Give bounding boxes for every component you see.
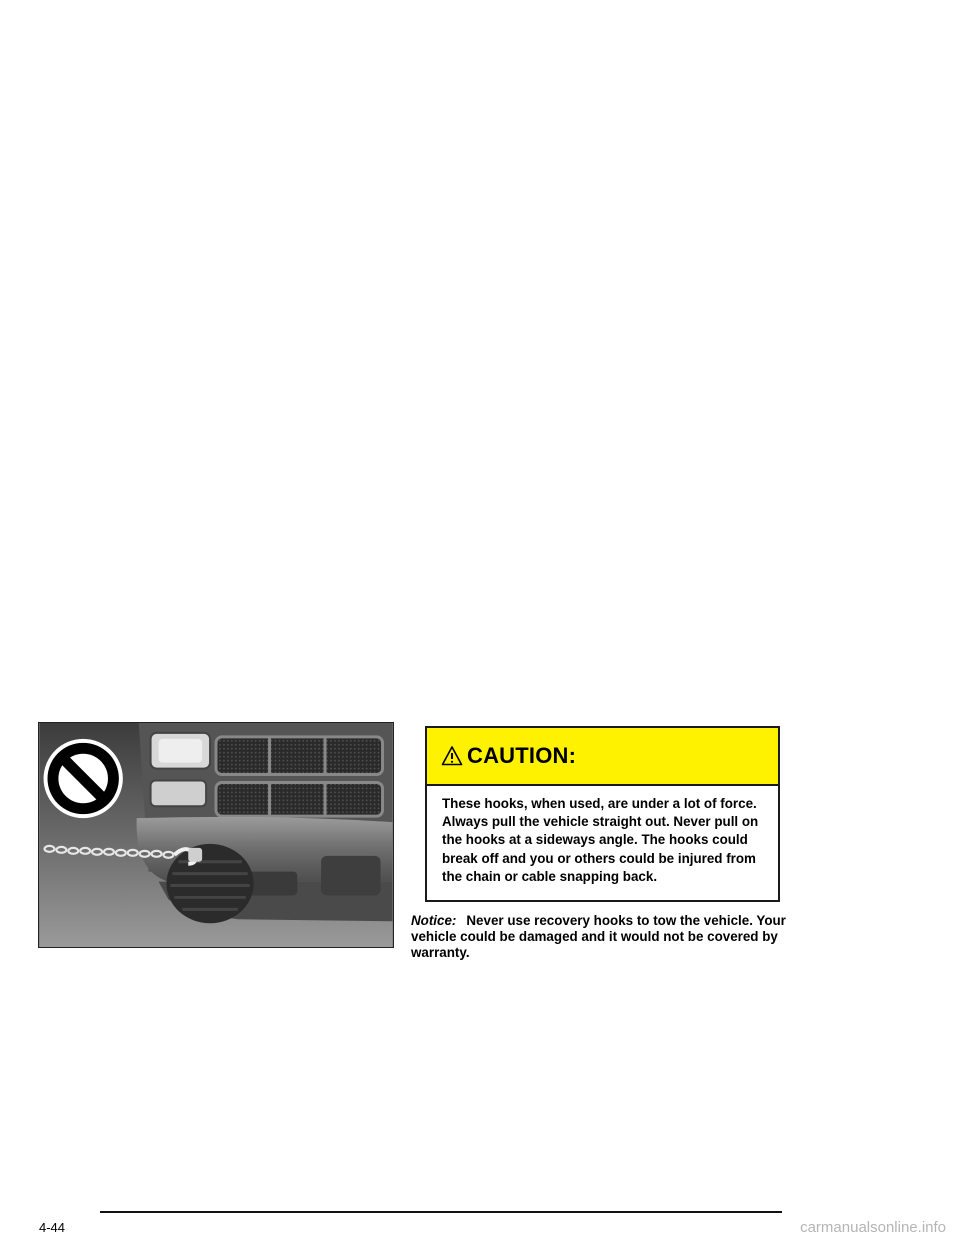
truck-front-illustration	[39, 723, 393, 947]
caution-title: CAUTION:	[467, 743, 577, 768]
notice-text: Never use recovery hooks to tow the vehicle. Your vehicle could be damaged and it would not be covered by warranty.	[411, 913, 786, 960]
vehicle-recovery-hook-photo	[38, 722, 394, 948]
page-number: 4-44	[39, 1220, 66, 1235]
notice-label: Notice:	[411, 913, 457, 928]
footer-rule	[100, 1211, 782, 1213]
caution-text: These hooks, when used, are under a lot of force. Always pull the vehicle straight out. Never pull on the hooks at a sideways angle. The hooks could break off and you or others could be injured from the chain or cable snapping back.	[442, 796, 759, 884]
caution-box	[425, 726, 780, 902]
prohibited-icon	[44, 739, 123, 818]
caution-header	[427, 728, 778, 786]
notice-paragraph	[411, 913, 791, 961]
watermark: carmanualsonline.info	[800, 1219, 946, 1236]
warning-triangle-icon	[441, 745, 463, 767]
